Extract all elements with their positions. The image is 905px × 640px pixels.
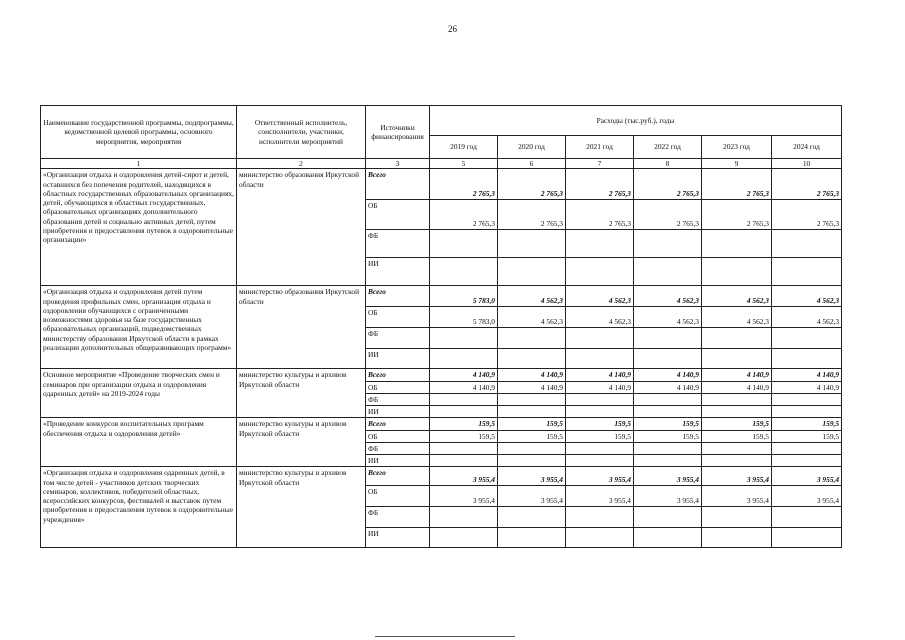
value-cell: 159,5 bbox=[430, 418, 498, 430]
value-cell: 4 140,9 bbox=[772, 381, 842, 393]
value-cell: 4 140,9 bbox=[498, 369, 566, 381]
value-cell: 3 955,4 bbox=[498, 486, 566, 507]
source-label: ФБ bbox=[366, 230, 430, 258]
source-label: ОБ bbox=[366, 200, 430, 230]
source-label: ОБ bbox=[366, 381, 430, 393]
value-cell: 4 562,3 bbox=[566, 307, 634, 328]
source-label: ИИ bbox=[366, 528, 430, 548]
column-index: 3 bbox=[366, 159, 430, 169]
column-index: 7 bbox=[566, 159, 634, 169]
budget-table bbox=[40, 105, 842, 548]
value-cell: 4 140,9 bbox=[772, 369, 842, 381]
header-year: 2020 год bbox=[498, 136, 566, 159]
executor-cell: министерство образования Иркутской области bbox=[237, 169, 366, 286]
column-index: 5 bbox=[430, 159, 498, 169]
value-cell: 4 140,9 bbox=[566, 369, 634, 381]
value-cell: 3 955,4 bbox=[498, 467, 566, 486]
source-label: Всего bbox=[366, 467, 430, 486]
header-year: 2023 год bbox=[702, 136, 772, 159]
value-cell: 159,5 bbox=[702, 418, 772, 430]
value-cell: 4 562,3 bbox=[498, 286, 566, 307]
value-cell: 4 140,9 bbox=[702, 381, 772, 393]
value-cell: 2 765,3 bbox=[430, 169, 498, 200]
value-cell: 4 140,9 bbox=[430, 381, 498, 393]
value-cell: 4 140,9 bbox=[634, 381, 702, 393]
executor-cell: министерство культуры и архивов Иркутской области bbox=[237, 418, 366, 467]
value-cell: 3 955,4 bbox=[702, 467, 772, 486]
source-label: ИИ bbox=[366, 406, 430, 418]
value-cell: 159,5 bbox=[702, 430, 772, 442]
table-row bbox=[41, 369, 842, 381]
value-cell: 4 140,9 bbox=[634, 369, 702, 381]
value-cell: 159,5 bbox=[634, 418, 702, 430]
value-cell: 2 765,3 bbox=[772, 200, 842, 230]
source-label: ФБ bbox=[366, 393, 430, 405]
program-name-cell: «Организация отдыха и оздоровления одаренных детей, в том числе детей - участников детских творческих семинаров, коллективов, победителей областных, всероссийских конкурсов, фестивалей и выставок путем приобретения и предоставления путевок в оздоровительные учреждения» bbox=[41, 467, 237, 548]
value-cell: 159,5 bbox=[430, 430, 498, 442]
column-index: 9 bbox=[702, 159, 772, 169]
program-name-cell: Основное мероприятие «Проведение творческих смен и семинаров при организации отдыха и оздоровления одаренных детей» на 2019-2024 годы bbox=[41, 369, 237, 418]
source-label: ИИ bbox=[366, 349, 430, 369]
value-cell: 159,5 bbox=[772, 430, 842, 442]
value-cell: 3 955,4 bbox=[772, 486, 842, 507]
header-expenses: Расходы (тыс.руб.), годы bbox=[430, 106, 842, 136]
scan-artifact-line bbox=[375, 636, 515, 637]
header-source: Источники финансирования bbox=[366, 106, 430, 159]
column-index: 2 bbox=[237, 159, 366, 169]
value-cell: 4 562,3 bbox=[498, 307, 566, 328]
executor-cell: министерство культуры и архивов Иркутской области bbox=[237, 369, 366, 418]
value-cell: 2 765,3 bbox=[430, 200, 498, 230]
value-cell: 2 765,3 bbox=[702, 169, 772, 200]
column-index: 10 bbox=[772, 159, 842, 169]
value-cell: 4 562,3 bbox=[772, 286, 842, 307]
source-label: Всего bbox=[366, 286, 430, 307]
source-label: ФБ bbox=[366, 442, 430, 454]
source-label: ИИ bbox=[366, 455, 430, 467]
program-name-cell: «Проведение конкурсов воспитательных программ обеспечения отдыха и оздоровления детей» bbox=[41, 418, 237, 467]
value-cell: 4 562,3 bbox=[772, 307, 842, 328]
source-label: ФБ bbox=[366, 507, 430, 528]
value-cell: 159,5 bbox=[566, 430, 634, 442]
table-row bbox=[41, 418, 842, 430]
program-name-cell: «Организация отдыха и оздоровления детей-сирот и детей, оставшихся без попечения родителей, находящихся в областных государственных образовательных организациях, детей, обучающихся в областных государственных, образовательных организациях дополнительного образования детей и социально активных детей, путем приобретения и предоставления путевок в оздоровительные организации» bbox=[41, 169, 237, 286]
column-index: 1 bbox=[41, 159, 237, 169]
value-cell: 4 562,3 bbox=[702, 286, 772, 307]
table-row bbox=[41, 286, 842, 307]
source-label: Всего bbox=[366, 369, 430, 381]
value-cell: 2 765,3 bbox=[634, 200, 702, 230]
value-cell: 4 140,9 bbox=[430, 369, 498, 381]
value-cell: 159,5 bbox=[772, 418, 842, 430]
header-year: 2022 год bbox=[634, 136, 702, 159]
value-cell: 2 765,3 bbox=[772, 169, 842, 200]
column-index: 8 bbox=[634, 159, 702, 169]
value-cell: 3 955,4 bbox=[702, 486, 772, 507]
value-cell: 3 955,4 bbox=[634, 486, 702, 507]
value-cell: 4 140,9 bbox=[498, 381, 566, 393]
source-label: Всего bbox=[366, 169, 430, 200]
value-cell: 3 955,4 bbox=[566, 486, 634, 507]
table-row bbox=[41, 169, 842, 200]
value-cell: 5 783,0 bbox=[430, 286, 498, 307]
value-cell: 2 765,3 bbox=[498, 169, 566, 200]
table-row bbox=[41, 467, 842, 486]
value-cell: 3 955,4 bbox=[634, 467, 702, 486]
value-cell: 2 765,3 bbox=[702, 200, 772, 230]
value-cell: 159,5 bbox=[634, 430, 702, 442]
header-year: 2024 год bbox=[772, 136, 842, 159]
value-cell: 3 955,4 bbox=[430, 486, 498, 507]
value-cell: 4 562,3 bbox=[634, 307, 702, 328]
source-label: ОБ bbox=[366, 430, 430, 442]
value-cell: 159,5 bbox=[566, 418, 634, 430]
column-index-row bbox=[41, 159, 842, 169]
value-cell: 2 765,3 bbox=[498, 200, 566, 230]
source-label: ФБ bbox=[366, 328, 430, 349]
value-cell: 4 562,3 bbox=[566, 286, 634, 307]
value-cell: 4 140,9 bbox=[566, 381, 634, 393]
header-executor: Ответственный исполнитель, соисполнители, участники, исполнители мероприятий bbox=[237, 106, 366, 159]
value-cell: 5 783,0 bbox=[430, 307, 498, 328]
column-index: 6 bbox=[498, 159, 566, 169]
page-number: 26 bbox=[448, 24, 457, 34]
header-year: 2021 год bbox=[566, 136, 634, 159]
source-label: ОБ bbox=[366, 307, 430, 328]
source-label: ИИ bbox=[366, 258, 430, 286]
program-name-cell: «Организация отдыха и оздоровления детей путем проведения профильных смен, организация отдыха и оздоровления обучающихся с ограниченными возможностями здоровья на базе государственных образовательных организаций, подведомственных министерству образования Иркутской области в рамках реализации дополнительных общеразвивающих программ» bbox=[41, 286, 237, 369]
header-program-name: Наименование государственной программы, подпрограммы, ведомственной целевой программы, основного мероприятия, мероприятия bbox=[41, 106, 237, 159]
value-cell: 159,5 bbox=[498, 430, 566, 442]
value-cell: 159,5 bbox=[498, 418, 566, 430]
value-cell: 3 955,4 bbox=[566, 467, 634, 486]
value-cell: 3 955,4 bbox=[772, 467, 842, 486]
value-cell: 2 765,3 bbox=[566, 200, 634, 230]
executor-cell: министерство культуры и архивов Иркутской области bbox=[237, 467, 366, 548]
value-cell: 4 140,9 bbox=[702, 369, 772, 381]
value-cell: 2 765,3 bbox=[634, 169, 702, 200]
value-cell: 4 562,3 bbox=[702, 307, 772, 328]
source-label: ОБ bbox=[366, 486, 430, 507]
value-cell: 4 562,3 bbox=[634, 286, 702, 307]
source-label: Всего bbox=[366, 418, 430, 430]
executor-cell: министерство образования Иркутской области bbox=[237, 286, 366, 369]
value-cell: 3 955,4 bbox=[430, 467, 498, 486]
header-year: 2019 год bbox=[430, 136, 498, 159]
value-cell: 2 765,3 bbox=[566, 169, 634, 200]
